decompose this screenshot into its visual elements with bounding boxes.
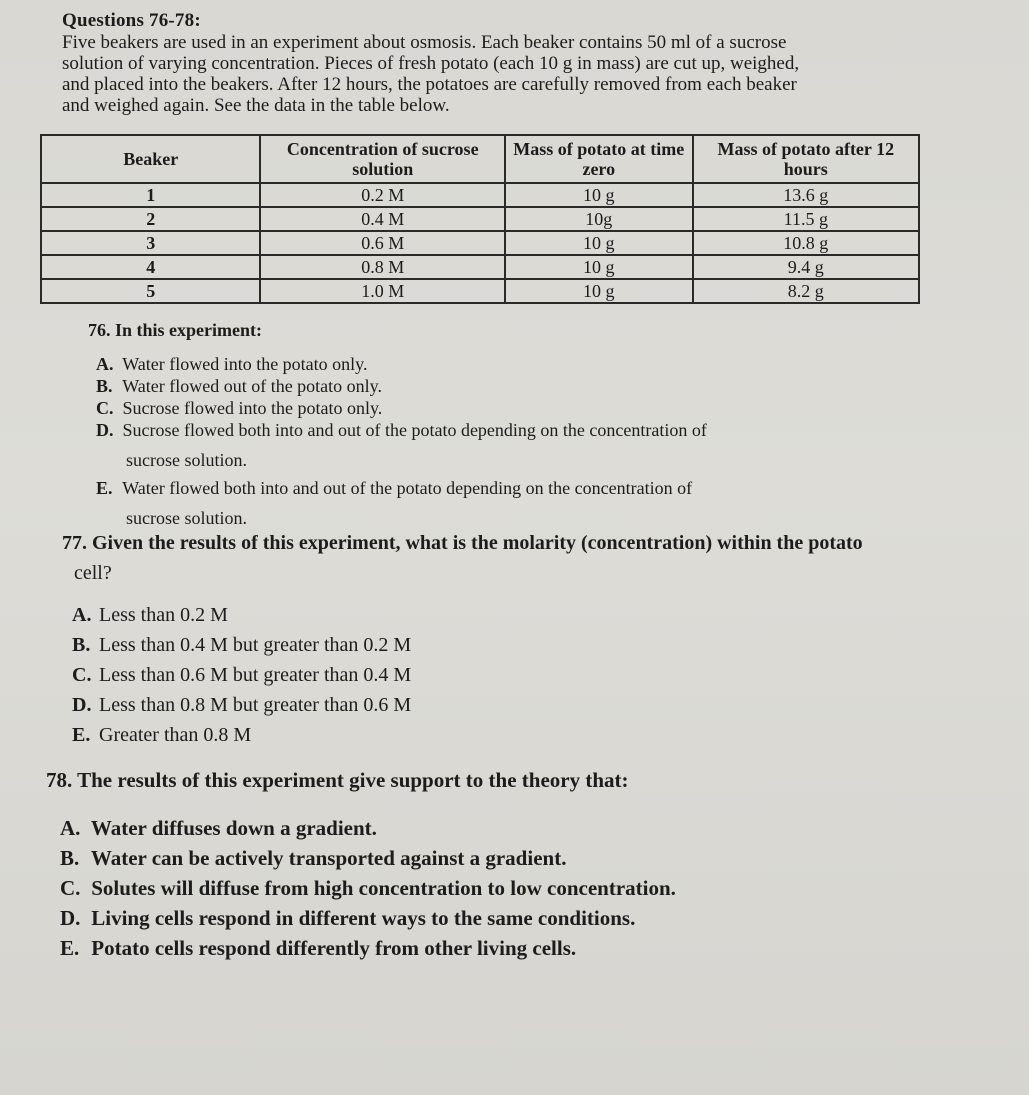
mass-start-cell: 10 g — [505, 255, 693, 279]
table-row — [41, 207, 919, 231]
beaker-cell: 2 — [41, 207, 260, 231]
intro-line: and placed into the beakers. After 12 hours, the potatoes are carefully removed from each beaker — [62, 74, 797, 95]
concentration-cell: 0.2 M — [260, 183, 505, 207]
beaker-cell: 1 — [41, 183, 260, 207]
q77-option-c[interactable] — [72, 660, 962, 690]
option-letter: E. — [96, 478, 113, 498]
q78-option-b[interactable] — [60, 843, 1006, 873]
q77-option-a[interactable] — [72, 600, 962, 630]
option-text: Living cells respond in different ways to the same conditions. — [91, 906, 636, 930]
table-header-row — [41, 135, 919, 183]
q78-option-c[interactable] — [60, 873, 1006, 903]
option-text-continued: sucrose solution. — [126, 450, 247, 470]
q78-option-d[interactable] — [60, 903, 1006, 933]
option-text: Water can be actively transported against a gradient. — [90, 846, 567, 870]
option-letter: E. — [60, 936, 80, 960]
concentration-cell: 0.4 M — [260, 207, 505, 231]
concentration-cell: 0.8 M — [260, 255, 505, 279]
table-row — [41, 279, 919, 303]
concentration-cell: 0.6 M — [260, 231, 505, 255]
option-letter: A. — [96, 354, 114, 374]
mass-start-cell: 10g — [505, 207, 693, 231]
option-letter: D. — [72, 694, 92, 716]
question-77 — [62, 528, 962, 750]
option-text: Water flowed both into and out of the potato depending on the concentration of — [122, 478, 693, 498]
mass-start-cell: 10 g — [505, 231, 693, 255]
option-text: Water diffuses down a gradient. — [90, 816, 377, 840]
intro-line: solution of varying concentration. Pieces of fresh potato (each 10 g in mass) are cut up, weighed, — [62, 53, 800, 74]
option-text: Water flowed into the potato only. — [122, 354, 368, 374]
option-text: Sucrose flowed into the potato only. — [122, 398, 383, 418]
intro-line: and weighed again. See the data in the table below. — [62, 95, 450, 116]
option-letter: D. — [60, 906, 81, 930]
mass-start-cell: 10 g — [505, 279, 693, 303]
table-row — [41, 255, 919, 279]
option-text: Solutes will diffuse from high concentration to low concentration. — [91, 876, 676, 900]
table-row — [41, 231, 919, 255]
question-77-text-continued: cell? — [74, 562, 112, 584]
questions-header: Questions 76-78: — [62, 10, 201, 31]
question-76 — [88, 320, 926, 535]
mass-end-cell: 11.5 g — [693, 207, 919, 231]
header-concentration: Concentration of sucrose solution — [260, 135, 505, 183]
option-text: Potato cells respond differently from other living cells. — [91, 936, 577, 960]
q78-option-e[interactable] — [60, 933, 1006, 963]
option-text-continued: sucrose solution. — [126, 508, 247, 528]
option-text: Less than 0.8 M but greater than 0.6 M — [99, 694, 412, 716]
q77-option-b[interactable] — [72, 630, 962, 660]
option-letter: B. — [96, 376, 113, 396]
option-text: Greater than 0.8 M — [99, 724, 252, 746]
mass-end-cell: 10.8 g — [693, 231, 919, 255]
option-letter: E. — [72, 724, 91, 746]
q77-option-d[interactable] — [72, 690, 962, 720]
option-letter: B. — [60, 846, 80, 870]
q76-option-a[interactable] — [96, 353, 926, 375]
option-letter: B. — [72, 634, 91, 656]
table-row — [41, 183, 919, 207]
option-letter: A. — [72, 604, 92, 626]
header-mass-after-12-hours: Mass of potato after 12 hours — [693, 135, 919, 183]
question-78-text: 78. The results of this experiment give support to the theory that: — [46, 768, 629, 792]
header-beaker: Beaker — [41, 135, 260, 183]
option-letter: C. — [72, 664, 92, 686]
option-text: Water flowed out of the potato only. — [122, 376, 383, 396]
intro-paragraph — [62, 32, 922, 116]
header-mass-time-zero: Mass of potato at time zero — [505, 135, 693, 183]
q76-option-d[interactable] — [96, 419, 926, 471]
concentration-cell: 1.0 M — [260, 279, 505, 303]
intro-line: Five beakers are used in an experiment about osmosis. Each beaker contains 50 ml of a sucrose — [62, 32, 787, 53]
beaker-cell: 5 — [41, 279, 260, 303]
q78-option-a[interactable] — [60, 813, 1006, 843]
option-letter: D. — [96, 420, 114, 440]
question-77-text: 77. Given the results of this experiment, what is the molarity (concentration) within the potato — [62, 532, 863, 554]
q78-options — [60, 813, 1006, 963]
mass-end-cell: 8.2 g — [693, 279, 919, 303]
question-76-text: 76. In this experiment: — [88, 320, 262, 340]
beaker-cell: 3 — [41, 231, 260, 255]
option-text: Less than 0.6 M but greater than 0.4 M — [99, 664, 412, 686]
question-78 — [46, 768, 1006, 963]
q76-option-b[interactable] — [96, 375, 926, 397]
option-text: Less than 0.4 M but greater than 0.2 M — [99, 634, 412, 656]
q76-option-c[interactable] — [96, 397, 926, 419]
q76-option-e[interactable] — [96, 477, 926, 529]
option-letter: C. — [96, 398, 114, 418]
option-text: Sucrose flowed both into and out of the potato depending on the concentration of — [122, 420, 707, 440]
q77-option-e[interactable] — [72, 720, 962, 750]
beaker-cell: 4 — [41, 255, 260, 279]
mass-start-cell: 10 g — [505, 183, 693, 207]
option-letter: C. — [60, 876, 81, 900]
q77-options — [72, 600, 962, 750]
mass-end-cell: 9.4 g — [693, 255, 919, 279]
option-letter: A. — [60, 816, 81, 840]
option-text: Less than 0.2 M — [99, 604, 228, 626]
results-table — [40, 134, 920, 304]
mass-end-cell: 13.6 g — [693, 183, 919, 207]
